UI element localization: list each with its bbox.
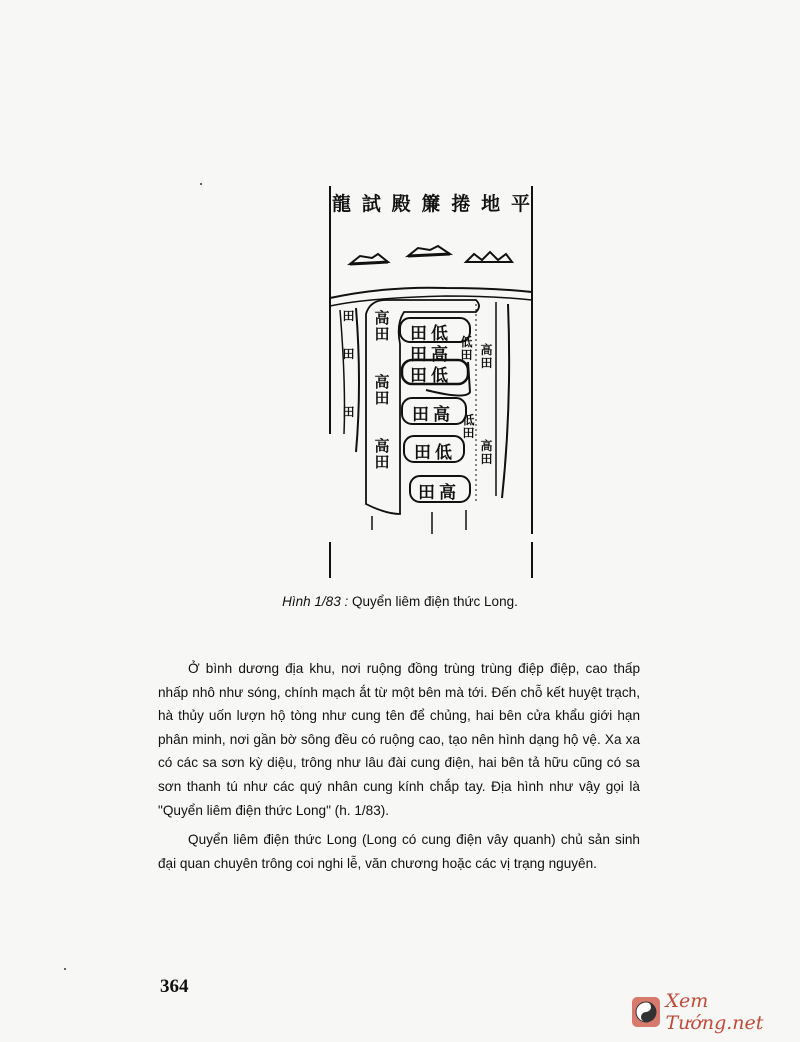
page-number: 364 [160, 976, 189, 997]
low-field-label: 低田 [462, 413, 475, 440]
right-field-label: 高田 [480, 343, 493, 370]
yin-yang-icon [632, 997, 660, 1027]
caption-text: Quyển liêm điện thức Long. [348, 594, 518, 609]
field-plot: 田 低 [410, 324, 448, 344]
left-field-label: 田 [342, 309, 355, 323]
paragraph: Quyển liêm điện thức Long (Long có cung điện vây quanh) chủ sản sinh đại quan chuyên trông coi nghi lễ, văn chương hoặc các vị trạng nguyên. [158, 832, 640, 871]
title-char: 殿 [391, 192, 411, 215]
field-plot: 田 低 [410, 366, 448, 386]
title-char: 試 [361, 192, 381, 215]
scan-speck [64, 968, 66, 970]
field-plot: 田 低 [414, 443, 452, 463]
high-field-label: 高田 [374, 437, 390, 471]
low-field-label: 低田 [460, 335, 473, 362]
high-field-label: 高田 [374, 373, 390, 407]
watermark-text: Xem Tướng.net [665, 990, 764, 1034]
body-text [158, 657, 640, 875]
watermark [632, 990, 800, 1034]
field-plot: 田 高 [410, 345, 448, 365]
diagram-title [326, 184, 536, 220]
title-char: 龍 [332, 192, 352, 215]
left-field-label: 田 [342, 347, 355, 361]
field-plot: 田 高 [418, 483, 456, 503]
high-field-label: 高田 [374, 309, 390, 343]
title-char: 地 [481, 192, 501, 215]
scan-speck [200, 183, 202, 185]
geomancy-diagram [326, 184, 536, 578]
left-field-label: 田 [342, 405, 355, 419]
paragraph: Ở bình dương địa khu, nơi ruộng đồng trùng trùng điệp điệp, cao thấp nhấp nhô như sóng, chính mạch ắt từ một bên mà tới. Đến chỗ kết huyệt trạch, hà thủy uốn lượn hộ tòng như cung tên để chủng, hai bên cửa khẩu giới hạn phân minh, nơi gần bờ sông đều có ruộng cao, tạo nên hình dạng hộ vệ. Xa xa có các sa sơn kỳ diệu, trông như lâu đài cung điện, hai bên tả hữu cũng có sa sơn thanh tú như các quý nhân cung kính chắp tay. Địa hình như vậy gọi là "Quyển liêm điện thức Long" (h. 1/83). [158, 661, 640, 818]
right-field-label: 高田 [480, 439, 493, 466]
title-char: 簾 [421, 192, 441, 215]
field-plot: 田 高 [412, 405, 450, 425]
caption-prefix: Hình 1/83 : [282, 594, 349, 609]
title-char: 平 [510, 192, 530, 215]
title-char: 捲 [451, 192, 471, 215]
figure-caption [0, 594, 800, 609]
